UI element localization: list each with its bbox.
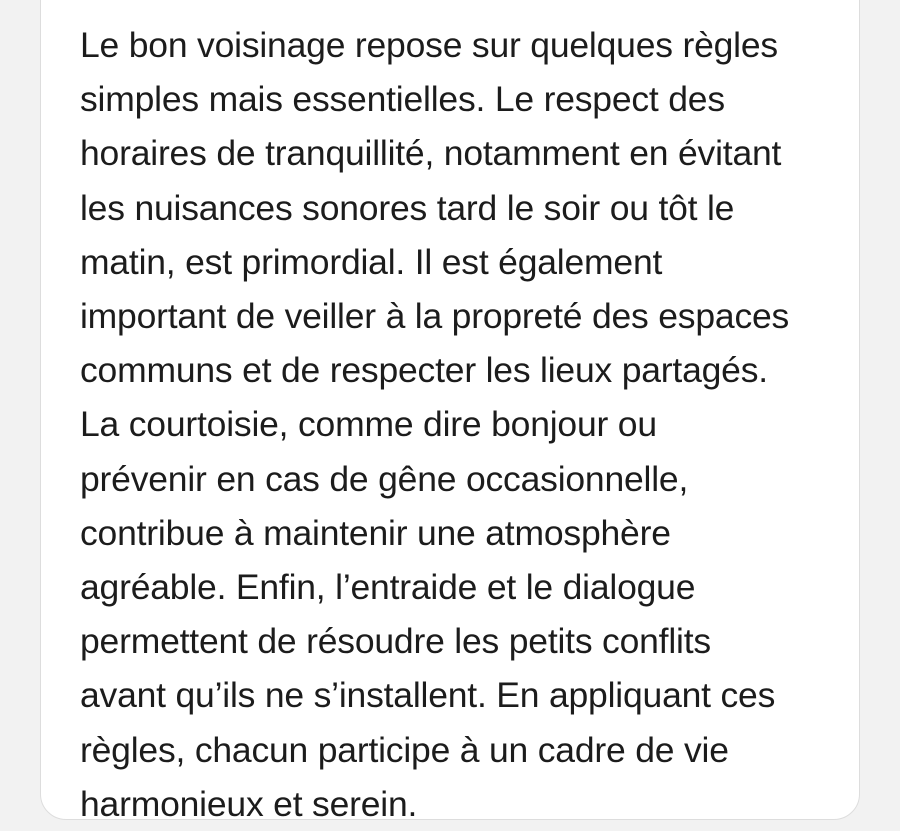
message-line: matin, est primordial. Il est également [80,241,663,282]
message-line: contribue à maintenir une atmosphère [80,512,671,553]
message-line: horaires de tranquillité, notamment en évitant [80,133,782,174]
message-line: permettent de résoudre les petits conflits [80,621,711,662]
message-line: La courtoisie, comme dire bonjour ou [80,404,657,445]
message-line: Le bon voisinage repose sur quelques règles [80,25,778,65]
message-line: règles, chacun participe à un cadre de vie [80,729,729,770]
message-line: les nuisances sonores tard le soir ou tôt le [80,187,735,228]
message-line: harmonieux et serein. [80,783,418,824]
message-line: important de veiller à la propreté des espaces [80,296,790,337]
message-line: avant qu’ils ne s’installent. En appliquant ces [80,675,776,716]
message-line: simples mais essentielles. Le respect des [80,79,725,120]
message-text [80,18,840,831]
message-line: agréable. Enfin, l’entraide et le dialogue [80,567,696,608]
message-line: communs et de respecter les lieux partagés. [80,350,768,391]
message-line: prévenir en cas de gêne occasionnelle, [80,458,689,499]
